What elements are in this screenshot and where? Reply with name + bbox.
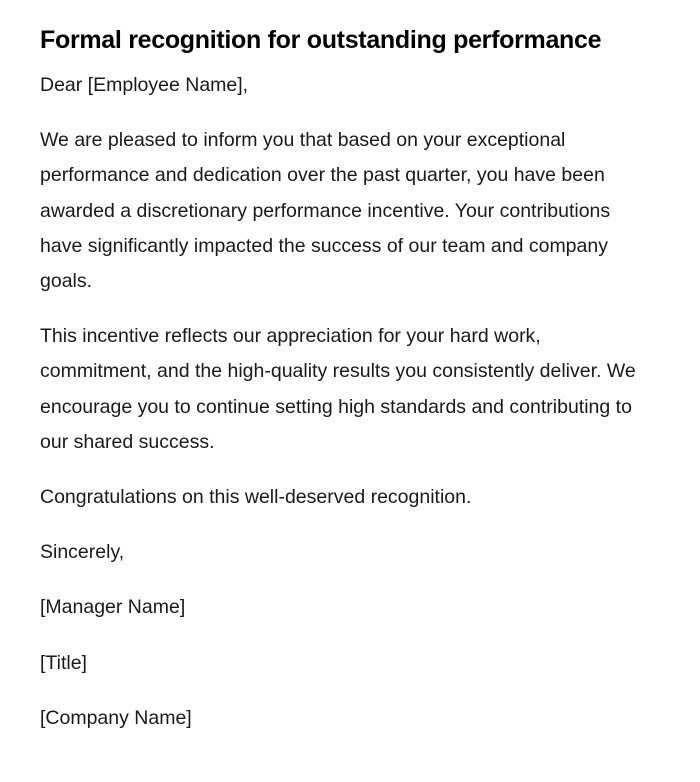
letter-document bbox=[40, 20, 640, 756]
greeting: Dear [Employee Name], bbox=[40, 74, 249, 96]
body-paragraph-1: We are pleased to inform you that based on your exceptional performance and dedication over the past quarter, you have been awarded a discretionary performance incentive. Your contributions have significantly impacted the success of our team and company goals. bbox=[40, 129, 611, 293]
body-paragraph-3: Congratulations on this well-deserved recognition. bbox=[40, 486, 472, 509]
letter-title: Formal recognition for outstanding performance bbox=[40, 26, 602, 54]
signature-title: [Title] bbox=[40, 651, 87, 674]
signature-manager-name: [Manager Name] bbox=[40, 596, 186, 619]
closing: Sincerely, bbox=[40, 541, 125, 564]
body-paragraph-2: This incentive reflects our appreciation for your hard work, commitment, and the high-quality results you consistently deliver. We encourage you to continue setting high standards and contributing to our shared success. bbox=[40, 325, 636, 453]
signature-company-name: [Company Name] bbox=[40, 706, 192, 729]
